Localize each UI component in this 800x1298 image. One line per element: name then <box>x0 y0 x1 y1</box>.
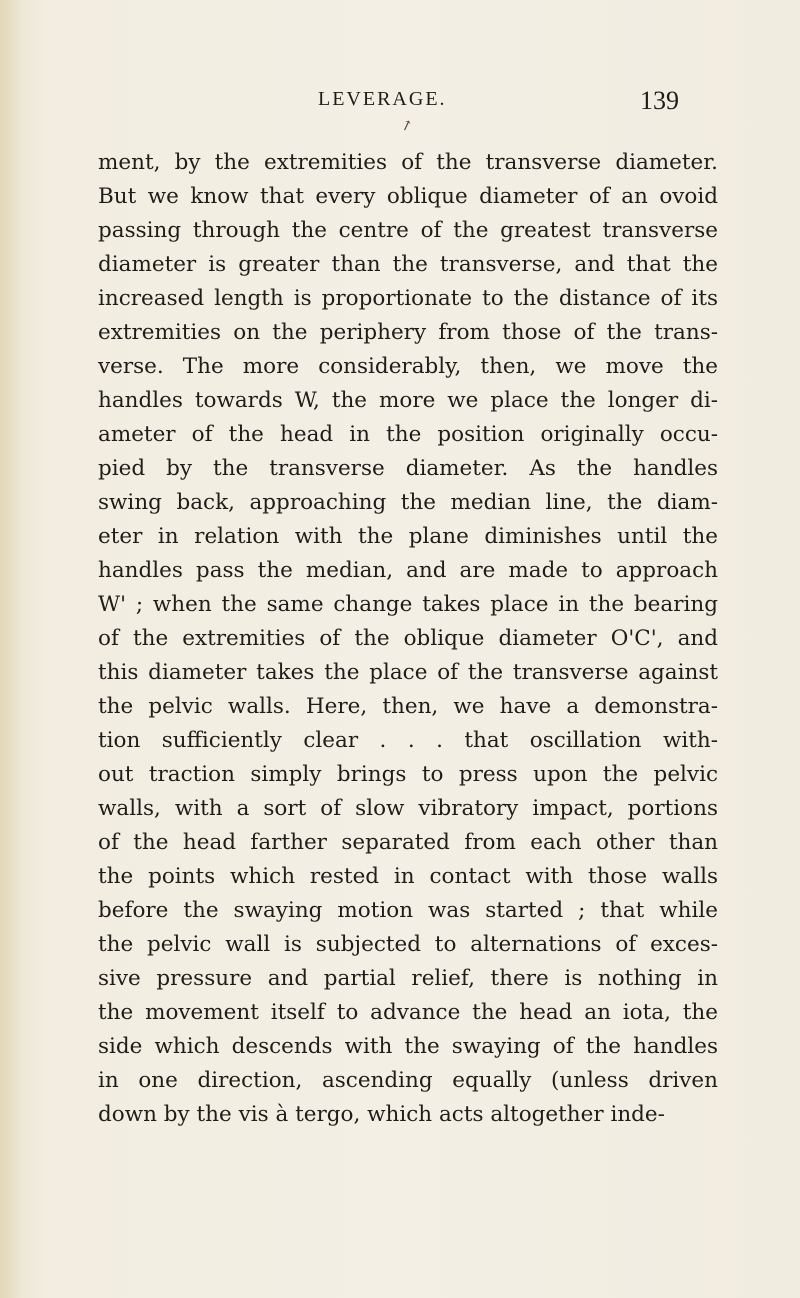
text-line: verse. The more considerably, then, we move the <box>98 354 718 379</box>
text-line: the pelvic wall is subjected to alternations of exces- <box>98 932 718 957</box>
text-line: in one direction, ascending equally (unless driven <box>98 1068 718 1093</box>
text-line: extremities on the periphery from those of the trans- <box>98 320 718 345</box>
text-line: diameter is greater than the transverse, and that the <box>98 252 718 277</box>
text-line: side which descends with the swaying of the handles <box>98 1034 718 1059</box>
text-line: of the extremities of the oblique diameter O'C', and <box>98 626 718 651</box>
text-line: tion sufficiently clear . . . that oscillation with- <box>98 728 718 753</box>
margin-mark: ↗ <box>398 116 416 136</box>
text-line: increased length is proportionate to the distance of its <box>98 286 718 311</box>
text-line: handles pass the median, and are made to approach <box>98 558 718 583</box>
text-line: eter in relation with the plane diminishes until the <box>98 524 718 549</box>
text-line: this diameter takes the place of the transverse against <box>98 660 718 685</box>
text-line: the pelvic walls. Here, then, we have a demonstra- <box>98 694 718 719</box>
text-line: out traction simply brings to press upon the pelvic <box>98 762 718 787</box>
text-line: the movement itself to advance the head an iota, the <box>98 1000 718 1025</box>
text-line: sive pressure and partial relief, there is nothing in <box>98 966 718 991</box>
text-line: pied by the transverse diameter. As the handles <box>98 456 718 481</box>
text-line: W' ; when the same change takes place in the bearing <box>98 592 718 617</box>
text-line: passing through the centre of the greatest transverse <box>98 218 718 243</box>
text-line: the points which rested in contact with those walls <box>98 864 718 889</box>
text-line: down by the vis à tergo, which acts altogether inde- <box>98 1102 665 1127</box>
text-line: handles towards W, the more we place the longer di- <box>98 388 718 413</box>
text-line: swing back, approaching the median line, the diam- <box>98 490 718 515</box>
running-head: LEVERAGE. <box>318 88 447 110</box>
text-line: of the head farther separated from each other than <box>98 830 718 855</box>
page-number: 139 <box>640 86 679 115</box>
text-line: before the swaying motion was started ; that while <box>98 898 718 923</box>
text-line: But we know that every oblique diameter of an ovoid <box>98 184 718 209</box>
page-edge-shadow <box>0 0 22 1298</box>
text-line: ameter of the head in the position originally occu- <box>98 422 718 447</box>
text-line: ment, by the extremities of the transverse diameter. <box>98 150 718 175</box>
body-text <box>98 146 718 1132</box>
text-line: walls, with a sort of slow vibratory impact, portions <box>98 796 718 821</box>
